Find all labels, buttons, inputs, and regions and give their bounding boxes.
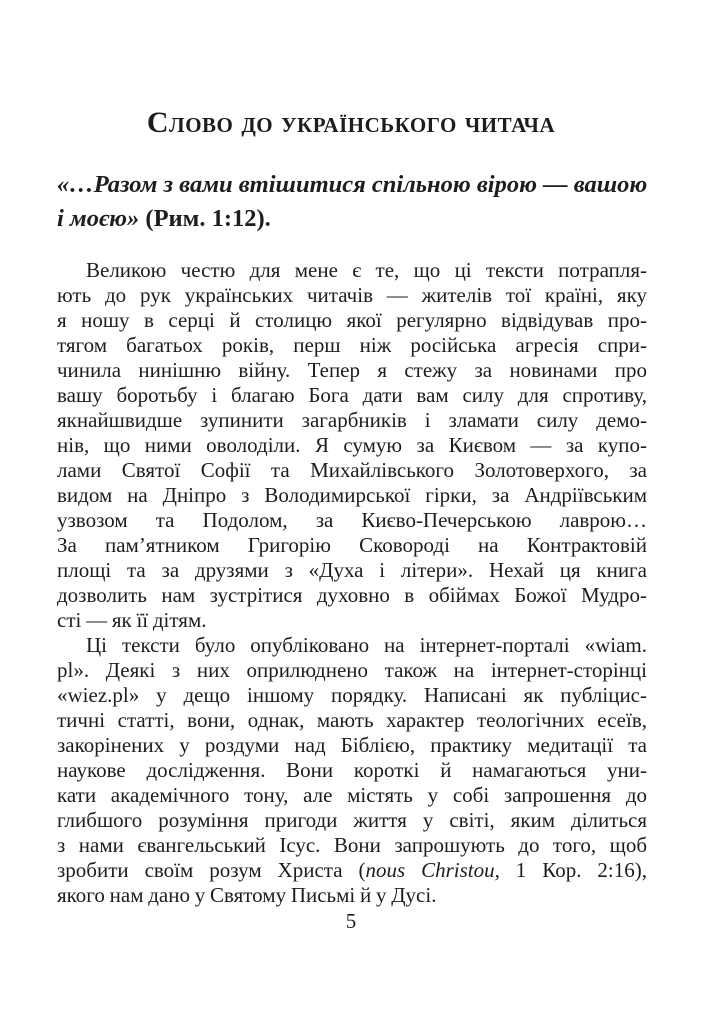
text-run: видом на Дніпро з Володимирської гірки, за Андріївським (57, 483, 647, 507)
text-line (57, 483, 647, 508)
text-line (57, 733, 647, 758)
text-line (57, 708, 647, 733)
text-run: закорінених у роздуми над Біблією, практику медитації та (57, 733, 647, 757)
text-run: кати академічного тону, але містять у собі запрошення до (57, 783, 647, 807)
text-line (57, 808, 647, 833)
text-line (57, 408, 647, 433)
text-run: площі та за друзями з «Духа і літери». Нехай ця книга (57, 558, 647, 582)
text-run: pl». Деякі з них оприлюднено також на інтернет-сторінці (57, 658, 647, 682)
body-text (57, 258, 647, 908)
text-line (57, 783, 647, 808)
epigraph (57, 168, 647, 236)
text-line (57, 433, 647, 458)
page-title: Слово до українського читача (146, 106, 556, 139)
bible-reference: (Рим. 1:12). (145, 205, 271, 232)
text-run: , 1 Кор. 2:16), (494, 858, 647, 882)
text-run: тичні статті, вони, однак, мають характер теологічних есеїв, (57, 708, 647, 732)
text-run: За пам’ятником Григорію Сковороді на Контрактовій (57, 533, 647, 557)
text-run: Великою честю для мене є те, що ці тексти потрапля- (86, 258, 647, 282)
epigraph-line-1: «…Разом з вами втішитися спільною вірою — вашою (57, 171, 647, 198)
epigraph-quote-end: і моєю» (57, 205, 140, 232)
text-line (57, 858, 647, 883)
text-run: з нами євангельський Ісус. Вони запрошують до того, щоб (57, 833, 647, 857)
italic-phrase: nous Christou (365, 858, 495, 882)
text-line (57, 583, 647, 608)
text-run: узвозом та Подолом, за Києво-Печерською лаврою… (57, 508, 647, 532)
text-line (57, 883, 647, 908)
text-line (57, 358, 647, 383)
text-run: вашу боротьбу і благаю Бога дати вам силу для спротиву, (57, 383, 647, 407)
text-line (57, 308, 647, 333)
text-run: ють до рук українських читачів — жителів тої країні, яку (57, 283, 647, 307)
text-line (57, 608, 647, 633)
text-line (57, 508, 647, 533)
text-line (57, 533, 647, 558)
text-run: наукове дослідження. Вони короткі й намагаються уни- (57, 758, 647, 782)
text-line (57, 258, 647, 283)
text-run: тягом багатьох років, перш ніж російська агресія спри- (57, 333, 647, 357)
epigraph-line-2 (57, 202, 647, 236)
text-line (57, 383, 647, 408)
text-line (57, 658, 647, 683)
text-line (57, 458, 647, 483)
text-run: Ці тексти було опубліковано на інтернет-порталі «wiam. (86, 633, 647, 657)
text-line (57, 558, 647, 583)
text-run: зробити своїм розум Христа ( (57, 858, 366, 882)
text-run: сті — як її дітям. (57, 608, 207, 632)
text-line (57, 333, 647, 358)
text-line (57, 633, 647, 658)
text-run: чинила нинішню війну. Тепер я стежу за новинами про (57, 358, 647, 382)
text-run: якнайшвидше зупинити загарбників і зламати силу демо- (57, 408, 647, 432)
text-line (57, 683, 647, 708)
text-line (57, 833, 647, 858)
text-run: якого нам дано у Святому Письмі й у Дусі. (57, 883, 437, 907)
text-run: глибшого розуміння пригоди життя у світі, яким ділиться (57, 808, 647, 832)
text-run: «wiez.pl» у дещо іншому порядку. Написані як публіцис- (57, 683, 647, 707)
text-run: я ношу в серці й столицю якої регулярно відвідував про- (57, 308, 647, 332)
text-line (57, 758, 647, 783)
text-line (57, 283, 647, 308)
text-run: дозволить нам зустрітися духовно в обіймах Божої Мудро- (57, 583, 647, 607)
text-run: нів, що ними оволоділи. Я сумую за Києвом — за купо- (57, 433, 647, 457)
page-number: 5 (345, 909, 357, 933)
text-run: лами Святої Софії та Михайлівського Золотоверхого, за (57, 458, 647, 482)
